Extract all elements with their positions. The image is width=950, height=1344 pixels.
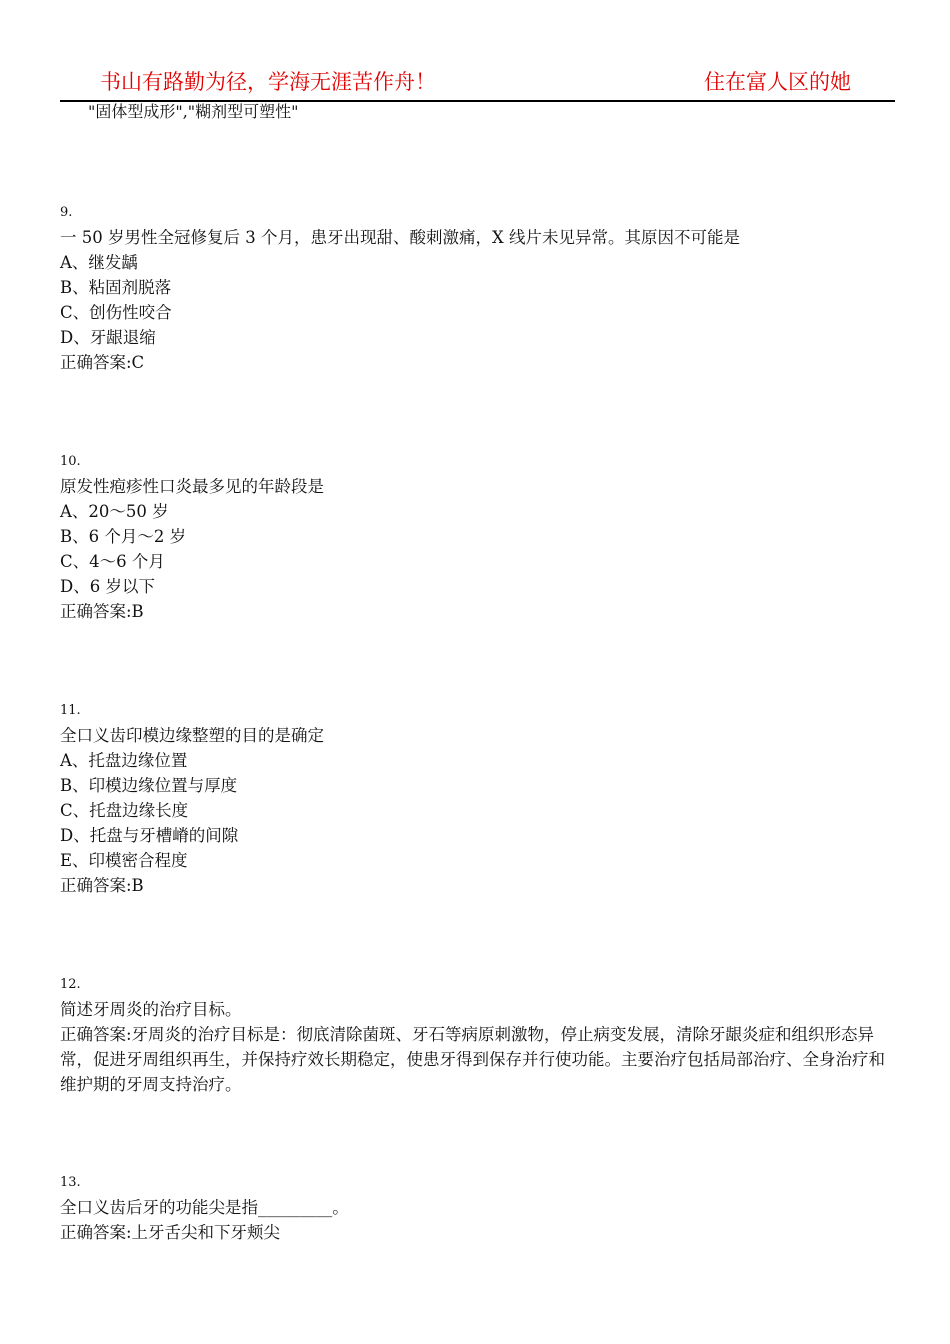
option-c: C、托盘边缘长度: [60, 801, 189, 820]
option-a: A、继发龋: [60, 253, 138, 272]
question-12: [60, 972, 900, 1097]
answer: 正确答案:C: [60, 353, 145, 372]
question-stem: 原发性疱疹性口炎最多见的年龄段是: [60, 477, 324, 496]
question-number: 11.: [60, 703, 81, 718]
question-11: [60, 698, 900, 898]
option-c: C、4～6 个月: [60, 552, 165, 571]
question-number: 12.: [60, 977, 81, 992]
option-d: D、牙龈退缩: [60, 328, 156, 347]
option-a: A、托盘边缘位置: [60, 751, 188, 770]
question-number: 10.: [60, 454, 81, 469]
question-13: [60, 1170, 900, 1245]
question-stem: 全口义齿后牙的功能尖是指_________。: [60, 1198, 349, 1217]
question-number: 13.: [60, 1175, 81, 1190]
answer: 正确答案:B: [60, 876, 144, 895]
question-stem: 简述牙周炎的治疗目标。: [60, 1000, 242, 1019]
answer: 正确答案:上牙舌尖和下牙颊尖: [60, 1223, 281, 1242]
question-10: [60, 449, 900, 624]
option-c: C、创伤性咬合: [60, 303, 172, 322]
option-d: D、托盘与牙槽嵴的间隙: [60, 826, 239, 845]
question-number: 9.: [60, 205, 73, 220]
option-e: E、印模密合程度: [60, 851, 188, 870]
previous-answer-tail: "固体型成形","糊剂型可塑性": [88, 102, 299, 121]
answer: 正确答案:牙周炎的治疗目标是：彻底清除菌斑、牙石等病原刺激物，停止病变发展，清除牙龈炎症和组织形态异常，促进牙周组织再生，并保持疗效长期稳定，使患牙得到保存并行使功能。主要治疗包括局部治疗、全身治疗和维护期的牙周支持治疗。: [60, 1025, 885, 1094]
question-9: [60, 200, 900, 375]
option-a: A、20～50 岁: [60, 502, 169, 521]
header-motto: 书山有路勤为径，学海无涯苦作舟！: [100, 70, 436, 94]
option-b: B、印模边缘位置与厚度: [60, 776, 238, 795]
page-header: [60, 62, 895, 102]
option-d: D、6 岁以下: [60, 577, 155, 596]
option-b: B、粘固剂脱落: [60, 278, 172, 297]
header-author: 住在富人区的她: [704, 70, 851, 94]
question-stem: 一 50 岁男性全冠修复后 3 个月，患牙出现甜、酸刺激痛，X 线片未见异常。其原因不可能是: [60, 228, 740, 247]
question-stem: 全口义齿印模边缘整塑的目的是确定: [60, 726, 324, 745]
option-b: B、6 个月～2 岁: [60, 527, 187, 546]
answer: 正确答案:B: [60, 602, 144, 621]
